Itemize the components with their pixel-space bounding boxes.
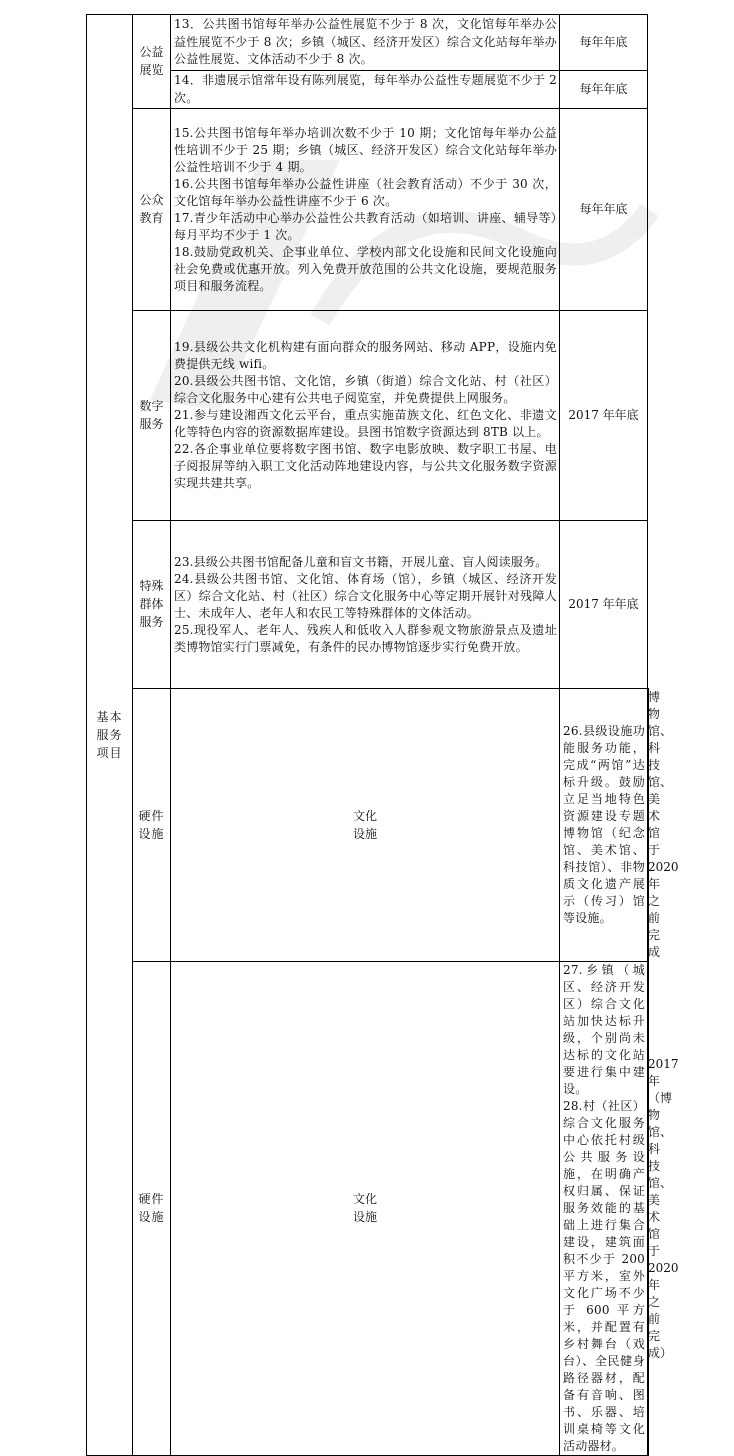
- deadline-26-cell: [648, 689, 679, 962]
- sub-culture-1-cell: [171, 689, 560, 962]
- deadline-27-text: 2017 年（博物馆、科技馆、美术馆于 2020 年之前完成）: [648, 1056, 679, 1360]
- sub-exhibition-cell: [133, 15, 171, 109]
- deadline-26-text: 博物馆、科技馆、美术馆于 2020 年之前完成: [648, 690, 679, 959]
- item-16-text: 16.公共图书馆每年举办公益性讲座（社会教育活动）不少于 30 次，文化馆每年举办公益性讲座不少于 6 次。: [174, 176, 557, 208]
- category-hardware-1-cell: [133, 689, 171, 962]
- sub-special-cell: [133, 521, 171, 689]
- sub-education-label: 公众教育: [139, 193, 164, 226]
- sub-exhibition-label: 公益展览: [139, 45, 164, 78]
- item-17-text: 17.青少年活动中心举办公益性公共教育活动（如培训、讲座、辅导等）每月平均不少于 1 次。: [174, 210, 557, 242]
- sub-special-label: 特殊群体服务: [139, 579, 164, 630]
- deadline-education-cell: [560, 109, 648, 311]
- sub-culture-2-cell: [171, 962, 560, 1456]
- service-standard-table: [86, 14, 679, 1456]
- item-14-cell: [171, 71, 560, 109]
- category-hardware-2-label: 硬件设施: [138, 1192, 165, 1225]
- item-22-text: 22.各企事业单位要将数字图书馆、数字电影放映、数字职工书屋、电子阅报屏等纳入职工文化活动阵地建设内容，与公共文化服务数字资源实现共建共享。: [174, 442, 557, 490]
- special-items-cell: [171, 521, 560, 689]
- item-21-text: 21.参与建设湘西文化云平台，重点实施苗族文化、红色文化、非遗文化等特色内容的资源数据库建设。县图书馆数字资源达到 8TB 以上。: [174, 408, 557, 439]
- category-hardware-1-label: 硬件设施: [138, 808, 165, 841]
- category-basic-label: 基本服务项目: [96, 709, 123, 760]
- deadline-13-cell: [560, 15, 648, 71]
- deadline-14-text: 每年年底: [579, 81, 628, 96]
- sub-digital-cell: [133, 311, 171, 521]
- hardware-items-cell: [560, 962, 648, 1456]
- category-basic-cell: [87, 15, 133, 1456]
- deadline-special-cell: [560, 521, 648, 689]
- digital-items-cell: [171, 311, 560, 521]
- deadline-27-cell: [648, 962, 679, 1456]
- item-13-cell: [171, 15, 560, 71]
- item-14-text: 14．非遗展示馆常年设有陈列展览，每年举办公益性专题展览不少于 2 次。: [174, 73, 557, 105]
- deadline-special-text: 2017 年年底: [568, 596, 639, 611]
- sub-culture-2-label: 文化设施: [352, 1192, 377, 1225]
- deadline-13-text: 每年年底: [579, 34, 628, 49]
- category-hardware-2-cell: [133, 962, 171, 1456]
- item-18-text: 18.鼓励党政机关、企事业单位、学校内部文化设施和民间文化设施向社会免费或优惠开放。列入免费开放范围的公共文化设施，要规范服务项目和服务流程。: [174, 244, 557, 293]
- item-20-text: 20.县级公共图书馆、文化馆，乡镇（街道）综合文化站、村（社区）综合文化服务中心建有公共电子阅览室，并免费提供上网服务。: [174, 374, 557, 405]
- deadline-education-text: 每年年底: [579, 201, 628, 216]
- item-25-text: 25.现役军人、老年人、残疾人和低收入人群参观文物旅游景点及遗址类博物馆实行门票减免，有条件的民办博物馆逐步实行免费开放。: [174, 622, 557, 654]
- sub-education-cell: [133, 109, 171, 311]
- item-28-text: 28.村（社区）综合文化服务中心依托村级公共服务设施，在明确产权归属、保证服务效能的基础上进行集合建设，建筑面积不少于 200 平方米，室外文化广场不少于 600 平方米，并配置有乡村舞台（戏台）、全民健身路径器材，配备有音响、图书、乐器、培训桌椅等文化活动器材。: [563, 1099, 645, 1453]
- sub-digital-label: 数字服务: [139, 399, 164, 432]
- item-24-text: 24.县级公共图书馆、文化馆、体育场（馆），乡镇（城区、经济开发区）综合文化站、村（社区）综合文化服务中心等定期开展针对残障人士、未成年人、老年人和农民工等特殊群体的文体活动。: [174, 571, 557, 620]
- item-15-text: 15.公共图书馆每年举办培训次数不少于 10 期；文化馆每年举办公益性培训不少于 25 期；乡镇（城区、经济开发区）综合文化站每年举办公益性培训不少于 4 期。: [174, 125, 557, 174]
- deadline-14-cell: [560, 71, 648, 109]
- item-26-text: 26.县级设施功能服务功能，完成“两馆”达标升级。鼓励立足当地特色资源建设专题博物馆（纪念馆、美术馆、科技馆）、非物质文化遗产展示（传习）馆等设施。: [563, 724, 645, 925]
- sub-culture-1-label: 文化设施: [352, 808, 377, 841]
- item-27-text: 27.乡镇（城区、经济开发区）综合文化站加快达标升级，个别尚未达标的文化站要进行集中建设。: [563, 963, 645, 1096]
- item-19-text: 19.县级公共文化机构建有面向群众的服务网站、移动 APP，设施内免费提供无线 wifi。: [174, 340, 557, 371]
- item-26-cell: [560, 689, 648, 962]
- item-13-text: 13．公共图书馆每年举办公益性展览不少于 8 次，文化馆每年举办公益性展览不少于 8 次；乡镇（城区、经济开发区）综合文化站每年举办公益性展览、文体活动不少于 8 次。: [174, 17, 557, 67]
- education-items-cell: [171, 109, 560, 311]
- deadline-digital-text: 2017 年年底: [568, 407, 639, 422]
- item-23-text: 23.县级公共图书馆配备儿童和盲文书籍，开展儿童、盲人阅读服务。: [174, 554, 548, 569]
- deadline-digital-cell: [560, 311, 648, 521]
